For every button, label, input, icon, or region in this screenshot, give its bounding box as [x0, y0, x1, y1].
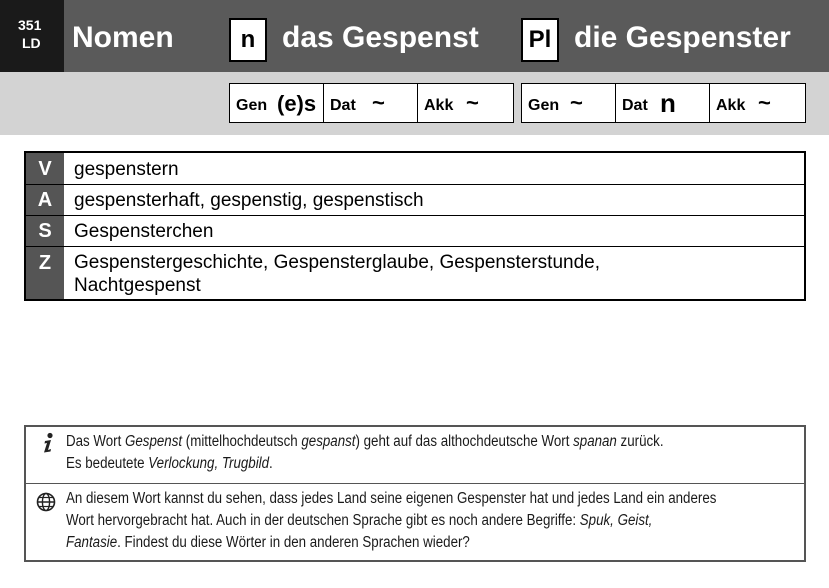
- text-run: zurück.: [616, 433, 664, 450]
- text-run: . Findest du diese Wörter in den anderen Sprachen wieder?: [117, 534, 470, 551]
- text-run: .: [269, 455, 273, 472]
- case-ending: ~: [466, 90, 479, 115]
- row-value: Gespensterchen: [74, 221, 214, 242]
- case-ending: ~: [758, 90, 771, 115]
- row-value: gespenstern: [74, 159, 179, 180]
- word-family-row: [26, 185, 804, 216]
- case-ending: n: [660, 88, 676, 118]
- text-run: Das Wort: [66, 433, 126, 450]
- origin-text: [66, 431, 801, 475]
- term-meaning: Verlockung, Trugbild: [148, 455, 270, 472]
- case-ending: ~: [372, 90, 385, 115]
- info-icon: [38, 432, 58, 454]
- text-run: An diesem Wort kannst du sehen, dass jedes Land seine eigenen Gespenster hat und jedes Land ein anderes: [66, 490, 717, 507]
- plural-gender-badge: Pl: [521, 18, 559, 62]
- globe-icon: [36, 492, 56, 512]
- text-run: Wort hervorgebracht hat. Auch in der deutschen Sprache gibt es noch andere Begriffe:: [66, 512, 580, 529]
- row-key: S: [26, 216, 64, 246]
- languages-text: [66, 488, 801, 554]
- singular-case-table: [229, 83, 514, 123]
- case-label: Dat: [330, 97, 356, 114]
- text-run: (mittelhochdeutsch: [182, 433, 302, 450]
- entry-number: 351: [18, 17, 42, 33]
- case-label: Gen: [528, 97, 560, 114]
- term-gespenst: Gespenst: [125, 433, 183, 450]
- info-box: [24, 425, 806, 562]
- term-synonyms: Spuk, Geist,: [579, 512, 653, 529]
- word-family-row: [26, 153, 804, 185]
- case-cell: [230, 84, 324, 122]
- row-value-line: Gespenstergeschichte, Gespensterglaube, Gespensterstunde,: [74, 252, 600, 273]
- origin-note: [26, 427, 804, 484]
- word-family-row: [26, 247, 804, 299]
- entry-number-box: [0, 0, 64, 72]
- entry-code: LD: [22, 35, 41, 51]
- case-cell: [418, 84, 512, 122]
- singular-word: das Gespenst: [282, 21, 479, 54]
- case-ending: (e)s: [277, 91, 317, 116]
- entry-header: [0, 0, 829, 72]
- case-label: Dat: [622, 97, 648, 114]
- case-cell: [522, 84, 616, 122]
- row-value: gespensterhaft, gespenstig, gespenstisch: [74, 190, 424, 211]
- row-key: Z: [26, 247, 64, 299]
- row-key: A: [26, 185, 64, 215]
- plural-word: die Gespenster: [574, 21, 791, 54]
- case-label: Akk: [716, 97, 746, 114]
- singular-gender-badge: n: [229, 18, 267, 62]
- case-cell: [710, 84, 804, 122]
- plural-case-table: [521, 83, 806, 123]
- case-cell: [616, 84, 710, 122]
- term-mhd: gespanst: [301, 433, 356, 450]
- case-label: Gen: [236, 97, 268, 114]
- text-run: Es bedeutete: [66, 455, 149, 472]
- term-ahd: spanan: [573, 433, 617, 450]
- case-ending: ~: [570, 90, 583, 115]
- case-cell: [324, 84, 418, 122]
- row-value-line: Nachtgespenst: [74, 275, 201, 296]
- word-category: Nomen: [72, 21, 174, 54]
- text-run: ) geht auf das althochdeutsche Wort: [355, 433, 574, 450]
- languages-note: [26, 484, 804, 560]
- word-family-table: [24, 151, 806, 301]
- row-key: V: [26, 153, 64, 184]
- case-label: Akk: [424, 97, 454, 114]
- word-family-row: [26, 216, 804, 247]
- term-fantasie: Fantasie: [66, 534, 118, 551]
